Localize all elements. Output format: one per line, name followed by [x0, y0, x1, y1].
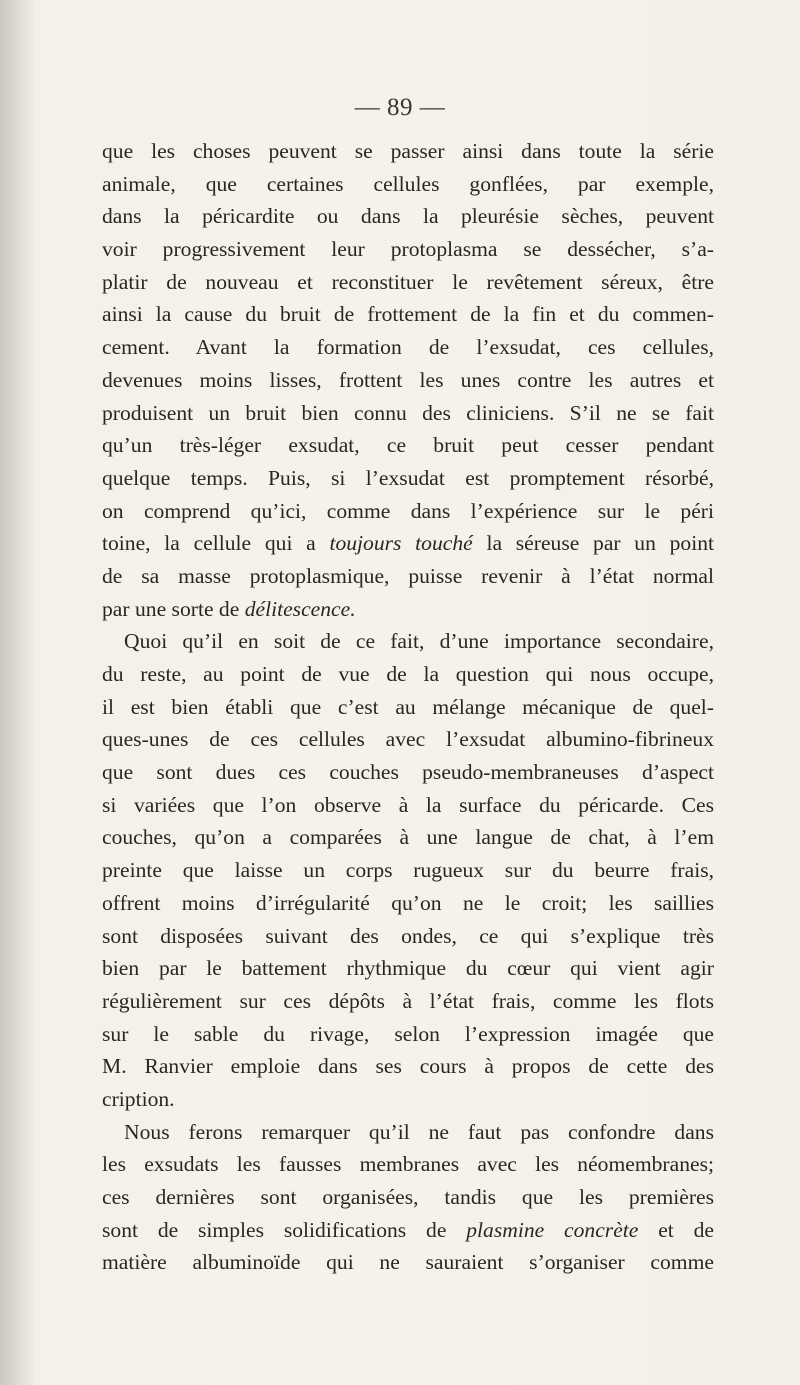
text-line-with-italic	[102, 527, 714, 560]
italic-text: plasmine concrète	[466, 1217, 639, 1242]
text-line: platir de nouveau et reconstituer le revêtement séreux, être	[102, 269, 714, 294]
text-line: qu’un très-léger exsudat, ce bruit peut cesser pendant	[102, 433, 714, 458]
text-line: ainsi la cause du bruit de frottement de la fin et du commen-	[102, 302, 714, 327]
text-line: cement. Avant la formation de l’exsudat, ces cellules,	[102, 335, 714, 360]
text-line: offrent moins d’irrégularité qu’on ne le croit; les saillies	[102, 890, 714, 915]
page-number: — 89 —	[354, 94, 446, 121]
page-edge-shadow	[0, 0, 34, 1385]
text-line-with-italic	[102, 1214, 714, 1247]
text-line: quelque temps. Puis, si l’exsudat est promptement résorbé,	[102, 465, 714, 490]
text-line: il est bien établi que c’est au mélange mécanique de quel-	[102, 694, 714, 719]
text-line: les exsudats les fausses membranes avec les néomembranes;	[102, 1152, 714, 1177]
text-line: produisent un bruit bien connu des cliniciens. S’il ne se fait	[102, 400, 714, 425]
text-line: preinte que laisse un corps rugueux sur du beurre frais,	[102, 858, 714, 883]
text-line: voir progressivement leur protoplasma se dessécher, s’a-	[102, 237, 714, 262]
text-line: de sa masse protoplasmique, puisse revenir à l’état normal	[102, 563, 714, 588]
text-line: cription.	[102, 1086, 175, 1111]
italic-text: toujours touché	[329, 531, 473, 556]
text-line: sur le sable du rivage, selon l’expression imagée que	[102, 1021, 714, 1046]
text-run: la séreuse par un point	[472, 531, 714, 556]
text-line: sont disposées suivant des ondes, ce qui s’explique très	[102, 923, 714, 948]
text-line: dans la péricardite ou dans la pleurésie sèches, peuvent	[102, 204, 714, 229]
body-text	[102, 135, 714, 1279]
text-line: ces dernières sont organisées, tandis que les premières	[102, 1185, 714, 1209]
text-line: Quoi qu’il en soit de ce fait, d’une importance secondaire,	[124, 629, 714, 654]
text-line: on comprend qu’ici, comme dans l’expérience sur le péri	[102, 498, 714, 523]
text-line: que les choses peuvent se passer ainsi dans toute la série	[102, 139, 714, 163]
text-line: matière albuminoïde qui ne sauraient s’organiser comme	[102, 1250, 714, 1275]
text-line: animale, que certaines cellules gonflées, par exemple,	[102, 171, 714, 196]
text-line: couches, qu’on a comparées à une langue de chat, à l’em	[102, 825, 714, 850]
text-line: que sont dues ces couches pseudo-membraneuses d’aspect	[102, 760, 714, 785]
text-run: et de	[638, 1217, 714, 1242]
text-line: devenues moins lisses, frottent les unes contre les autres et	[102, 367, 714, 392]
text-line: bien par le battement rhythmique du cœur qui vient agir	[102, 956, 714, 981]
text-line: du reste, au point de vue de la question qui nous occupe,	[102, 662, 714, 686]
text-line: M. Ranvier emploie dans ses cours à propos de cette des	[102, 1054, 714, 1079]
text-line: Nous ferons remarquer qu’il ne faut pas confondre dans	[124, 1119, 714, 1144]
text-run: sont de simples solidifications de	[102, 1217, 467, 1242]
text-line: ques-unes de ces cellules avec l’exsudat albumino-fibrineux	[102, 727, 714, 752]
italic-text: délitescence.	[244, 596, 356, 621]
text-run: par une sorte de	[102, 596, 245, 621]
text-line: si variées que l’on observe à la surface du péricarde. Ces	[102, 792, 714, 817]
text-line-with-italic	[102, 593, 714, 626]
text-line: régulièrement sur ces dépôts à l’état frais, comme les flots	[102, 988, 714, 1013]
text-run: toine, la cellule qui a	[102, 531, 330, 556]
